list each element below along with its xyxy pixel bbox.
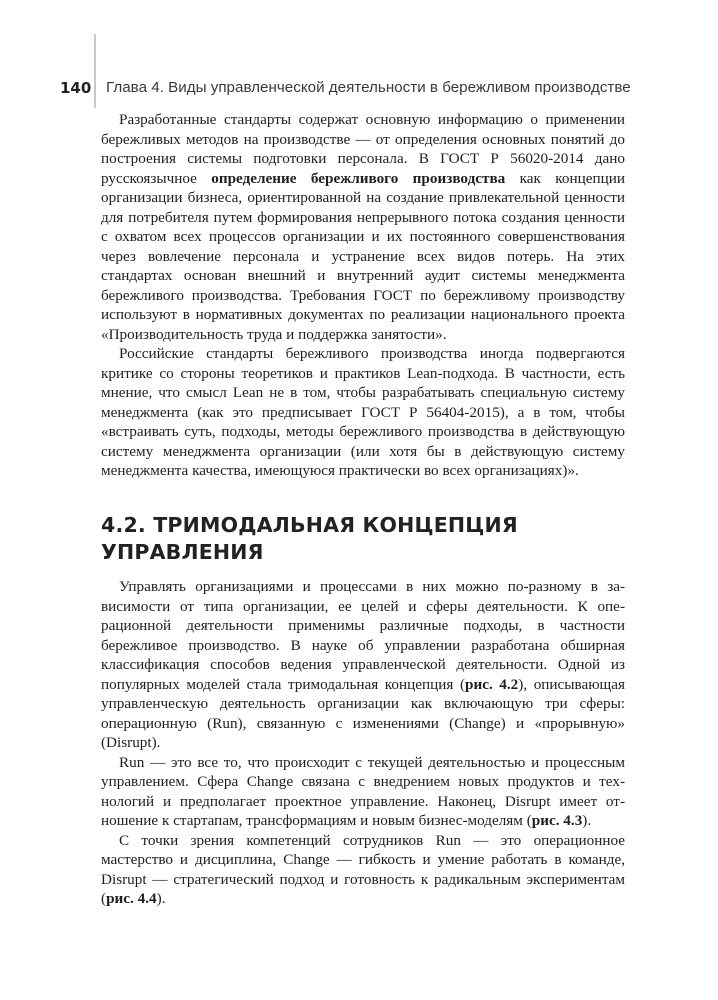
- text-run: Управлять организациями и процессами в них можно по-разному в зависимости от типа организации, ее целей и сферы деятельности. К операционной деятельности применимы различные подходы, в частности бережливое производство. В науке об управлении разработана обширная классификация способов ведения управленческой деятельности. Одной из популярных моделей стала тримодальная концепция (: [101, 578, 625, 693]
- section-heading: 4.2. ТРИМОДАЛЬНАЯ КОНЦЕПЦИЯ УПРАВЛЕНИЯ: [101, 513, 518, 564]
- figure-reference: рис. 4.4: [106, 890, 157, 907]
- paragraph: Российские стандарты бережливого производства иногда подвергаются критике со стороны теоретиков и практиков Lean-подхода. В частности, есть мнение, что смысл Lean не в том, чтобы разрабатывать специальную систему менеджмента (как это предписывает ГОСТ Р 56404-2015), а в том, чтобы «встраивать суть, подходы, методы бережливого производства в действующую систему менеджмента организации (или хотя бы в действующую систему менеджмента качества, имеющуюся практически во всех организациях)».: [101, 345, 625, 479]
- paragraph: [101, 110, 625, 344]
- text-run: Run — это все то, что происходит с текущей деятельностью и процессным управлением. Сфера Change связана с внедрением новых продуктов и технологий и предполагает проектное управление. Наконец, Disrupt имеет отношение к стартапам, трансформациям и новым бизнес-моделям (: [101, 753, 625, 829]
- paragraph: [101, 753, 625, 831]
- paragraph: [101, 831, 625, 909]
- section-intro-text: [101, 110, 625, 481]
- text-run: С точки зрения компетенций сотрудников Run — это операционное мастерство и дисциплина, Change — гибкость и умение работать в команде, Disrupt — стратегический подход и готовность к радикальным экспериментам (: [101, 831, 625, 907]
- text-run: Разработанные стандарты содержат основную информацию о применении бережливых методов на производстве — от определения основных понятий до построения системы подготовки персонала. В ГОСТ Р 56020-2014 дано русскоязычное: [101, 111, 625, 187]
- figure-reference: рис. 4.3: [531, 812, 583, 829]
- bold-term: определение бережливого производства: [211, 169, 506, 187]
- text-run: ), описывающая управленческую деятельность организации как включающую три сферы: операционную (Run), связанную с изменениями (Change) и «прорывную» (Disrupt).: [101, 675, 625, 751]
- paragraph: [101, 577, 625, 753]
- text-run: как концепции организации бизнеса, ориентированной на создание привлекательной ценности для потребителя путем формирования непрерывного потока создания ценности с охватом всех процессов организации и их постоянного совершенствования через вовлечение персонала и устранение всех видов потерь. На этих стандартах основан внешний и внутренний аудит системы менеджмента бережливого производства. Требования ГОСТ по бережливому производству используют в нормативных документах по реализации национального проекта «Производительность труда и поддержка занятости».: [101, 169, 626, 343]
- header-divider: [94, 34, 96, 108]
- running-head: Глава 4. Виды управленческой деятельности в бережливом производстве: [106, 79, 631, 96]
- page-number: 140: [60, 79, 92, 97]
- text-run: ).: [582, 812, 592, 829]
- figure-reference: рис. 4.2: [465, 675, 519, 693]
- text-run: ).: [156, 890, 166, 907]
- section-body-text: [101, 577, 625, 909]
